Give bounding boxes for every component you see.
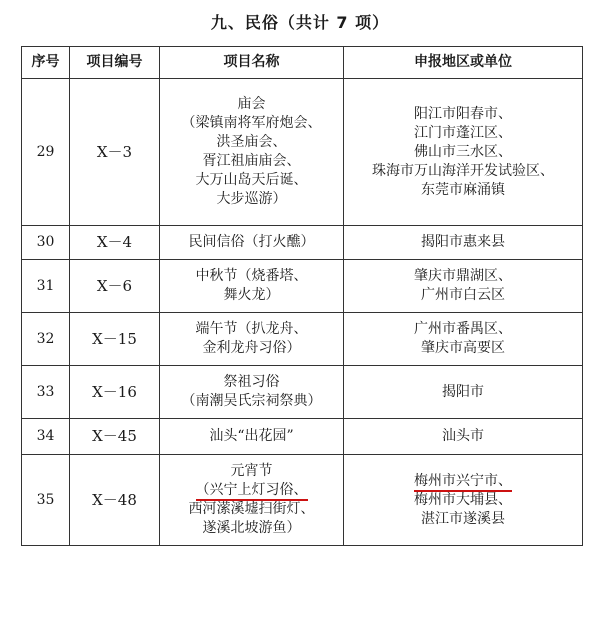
code-cell: X－3 [70,79,160,226]
table-row [22,79,583,226]
serial-cell: 31 [22,260,70,313]
serial-cell: 32 [22,313,70,366]
code-cell: X－4 [70,226,160,260]
folk-custom-table [21,46,583,546]
code-cell: X－15 [70,313,160,366]
region-line: 佛山市三水区、 [414,143,512,160]
region-line: 江门市蓬江区、 [414,124,512,141]
region-cell [344,419,583,455]
header-region: 申报地区或单位 [344,47,583,79]
table-row [22,226,583,260]
code-cell: X－45 [70,419,160,455]
table-row [22,419,583,455]
name-cell [160,366,344,419]
name-line: 庙会 [237,96,266,112]
name-cell [160,419,344,455]
table-row [22,366,583,419]
region-line: 梅州市大埔县、 [414,491,512,508]
code-cell: X－16 [70,366,160,419]
region-cell [344,366,583,419]
region-cell [344,260,583,313]
table-row [22,455,583,546]
name-line: 胥江祖庙庙会、 [202,153,301,169]
header-serial: 序号 [22,47,70,79]
name-line: 中秋节（烧番塔、 [195,268,308,284]
page-title: 九、民俗（共计 7 项） [210,13,390,32]
name-cell [160,260,344,313]
region-line: 东莞市麻涌镇 [421,181,505,198]
name-line: 大步巡游） [216,191,287,207]
name-line: 祭祖习俗 [223,374,280,390]
header-name: 项目名称 [160,47,344,79]
region-line: 珠海市万山海洋开发试验区、 [372,162,554,179]
region-line: 揭阳市 [442,383,484,400]
name-line: 舞火龙） [223,287,280,303]
region-cell [344,313,583,366]
name-line: 西河潆溪墟扫街灯、 [188,501,315,517]
table-header-row [22,47,583,79]
region-line: 湛江市遂溪县 [421,510,505,527]
name-line: 洪圣庙会、 [216,134,287,150]
name-cell [160,455,344,546]
region-line: 广州市番禺区、 [414,321,512,337]
region-line: 广州市白云区 [421,287,505,303]
name-line [162,481,341,500]
name-line: 汕头“出花园” [209,428,294,444]
serial-cell: 29 [22,79,70,226]
highlighted-name: （兴宁上灯习俗、 [196,482,308,501]
name-line: （梁镇南将军府炮会、 [181,115,322,131]
region-line: 汕头市 [442,428,484,444]
region-cell [344,226,583,260]
region-cell [344,79,583,226]
code-cell: X－48 [70,455,160,546]
region-line: 揭阳市惠来县 [421,234,505,250]
region-cell [344,455,583,546]
region-line [346,472,580,491]
name-cell [160,226,344,260]
name-cell [160,313,344,366]
name-line: 元宵节 [230,463,273,479]
name-cell [160,79,344,226]
header-code: 项目编号 [70,47,160,79]
serial-cell: 35 [22,455,70,546]
serial-cell: 33 [22,366,70,419]
name-line: （南潮吴氏宗祠祭典） [181,393,322,409]
name-line: 大万山岛天后诞、 [195,172,308,188]
region-line: 肇庆市鼎湖区、 [414,268,512,284]
name-line: 金利龙舟习俗） [202,340,301,356]
serial-cell: 34 [22,419,70,455]
name-line: 端午节（扒龙舟、 [195,321,308,337]
name-line: 民间信俗（打火醮） [188,234,315,250]
table-row [22,313,583,366]
region-line: 阳江市阳春市、 [414,105,512,122]
code-cell: X－6 [70,260,160,313]
table-row [22,260,583,313]
serial-cell: 30 [22,226,70,260]
name-line: 遂溪北坡游鱼） [202,520,301,536]
region-line: 肇庆市高要区 [421,340,505,356]
highlighted-region: 梅州市兴宁市、 [414,473,512,492]
